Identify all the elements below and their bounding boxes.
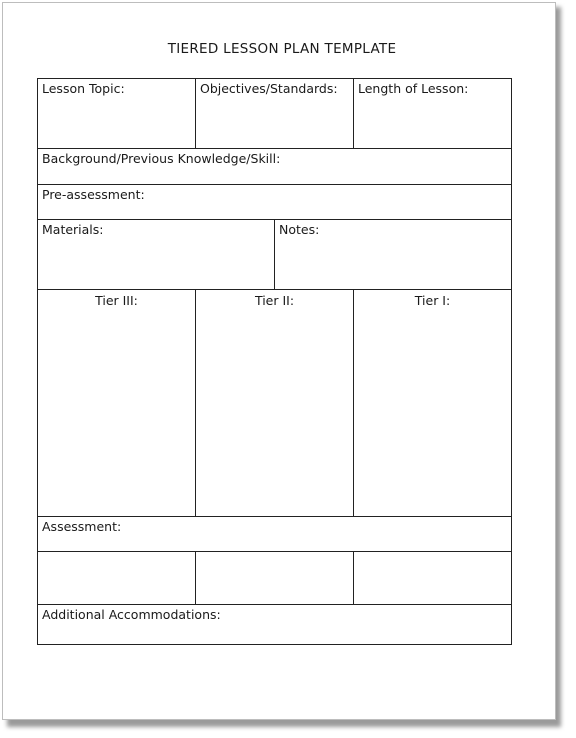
tier-1-cell[interactable] <box>353 289 512 517</box>
assessment-tier-2-cell[interactable] <box>195 551 354 605</box>
objectives-label: Objectives/Standards: <box>200 81 338 96</box>
tier-1-label: Tier I: <box>414 293 451 308</box>
lesson-topic-cell[interactable] <box>37 78 196 149</box>
objectives-cell[interactable] <box>195 78 354 149</box>
assessment-tier-1-cell[interactable] <box>353 551 512 605</box>
assessment-tier-3-cell[interactable] <box>37 551 196 605</box>
assessment-label: Assessment: <box>42 519 122 534</box>
tier-2-cell[interactable] <box>195 289 354 517</box>
assessment-cell[interactable] <box>37 516 512 552</box>
length-of-lesson-label: Length of Lesson: <box>358 81 469 96</box>
pre-assessment-label: Pre-assessment: <box>42 187 145 202</box>
tier-2-label: Tier II: <box>254 293 295 308</box>
background-knowledge-label: Background/Previous Knowledge/Skill: <box>42 151 281 166</box>
additional-accommodations-label: Additional Accommodations: <box>42 607 221 622</box>
notes-label: Notes: <box>279 222 320 237</box>
lesson-topic-label: Lesson Topic: <box>42 81 125 96</box>
background-knowledge-cell[interactable] <box>37 148 512 185</box>
document-title: TIERED LESSON PLAN TEMPLATE <box>167 41 397 57</box>
materials-label: Materials: <box>42 222 104 237</box>
materials-cell[interactable] <box>37 219 275 290</box>
length-of-lesson-cell[interactable] <box>353 78 512 149</box>
document-page <box>2 2 556 720</box>
tier-3-cell[interactable] <box>37 289 196 517</box>
pre-assessment-cell[interactable] <box>37 184 512 220</box>
tier-3-label: Tier III: <box>95 293 138 308</box>
notes-cell[interactable] <box>274 219 512 290</box>
additional-accommodations-cell[interactable] <box>37 604 512 645</box>
